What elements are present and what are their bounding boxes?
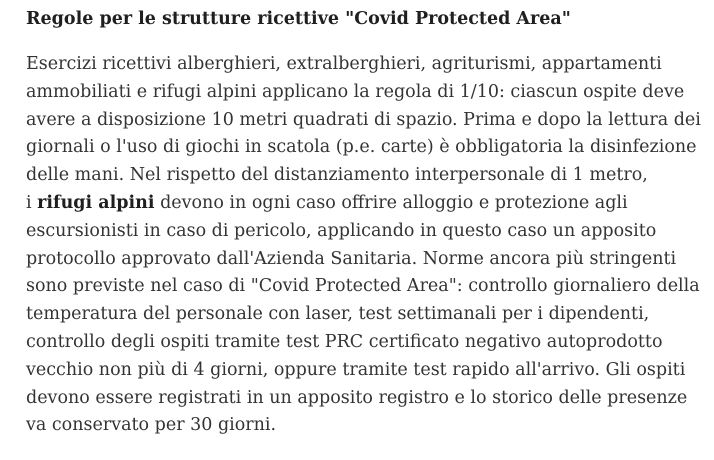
body-line: avere a disposizione 10 metri quadrati di spazio. Prima e dopo la lettura dei: [26, 109, 701, 130]
body-line: Esercizi ricettivi alberghieri, extralberghieri, agriturismi, appartamenti: [26, 54, 662, 74]
body-line: temperatura del personale con laser, test settimanali per i dipendenti,: [26, 304, 650, 325]
body-line-with-bold: [26, 190, 701, 218]
body-line: sono previste nel caso di "Covid Protected Area": controllo giornaliero della: [26, 276, 700, 297]
body-line: delle mani. Nel rispetto del distanziamento interpersonale di 1 metro,: [26, 165, 648, 186]
body-line: va conservato per 30 giorni.: [26, 415, 277, 436]
body-line: vecchio non più di 4 giorni, oppure tramite test rapido all'arrivo. Gli ospiti: [26, 359, 686, 380]
article-heading: Regole per le strutture ricettive "Covid Protected Area": [26, 9, 571, 29]
article-body: [26, 51, 701, 440]
body-line: devono essere registrati in un apposito registro e lo storico delle presenze: [26, 387, 688, 408]
line-suffix: devono in ogni caso offrire alloggio e protezione agli: [154, 192, 628, 213]
body-line: escursionisti in caso di pericolo, applicando in questo caso un apposito: [26, 220, 657, 241]
body-line: protocollo approvato dall'Azienda Sanitaria. Norme ancora più stringenti: [26, 248, 677, 269]
body-line: controllo degli ospiti tramite test PRC certificato negativo autoprodotto: [26, 331, 663, 352]
body-line: ammobiliati e rifugi alpini applicano la regola di 1/10: ciascun ospite deve: [26, 81, 685, 102]
body-line: giornali o l'uso di giochi in scatola (p.e. carte) è obbligatoria la disinfezione: [26, 137, 697, 158]
bold-term-rifugi-alpini: rifugi alpini: [37, 192, 155, 213]
line-prefix: i: [26, 192, 38, 213]
